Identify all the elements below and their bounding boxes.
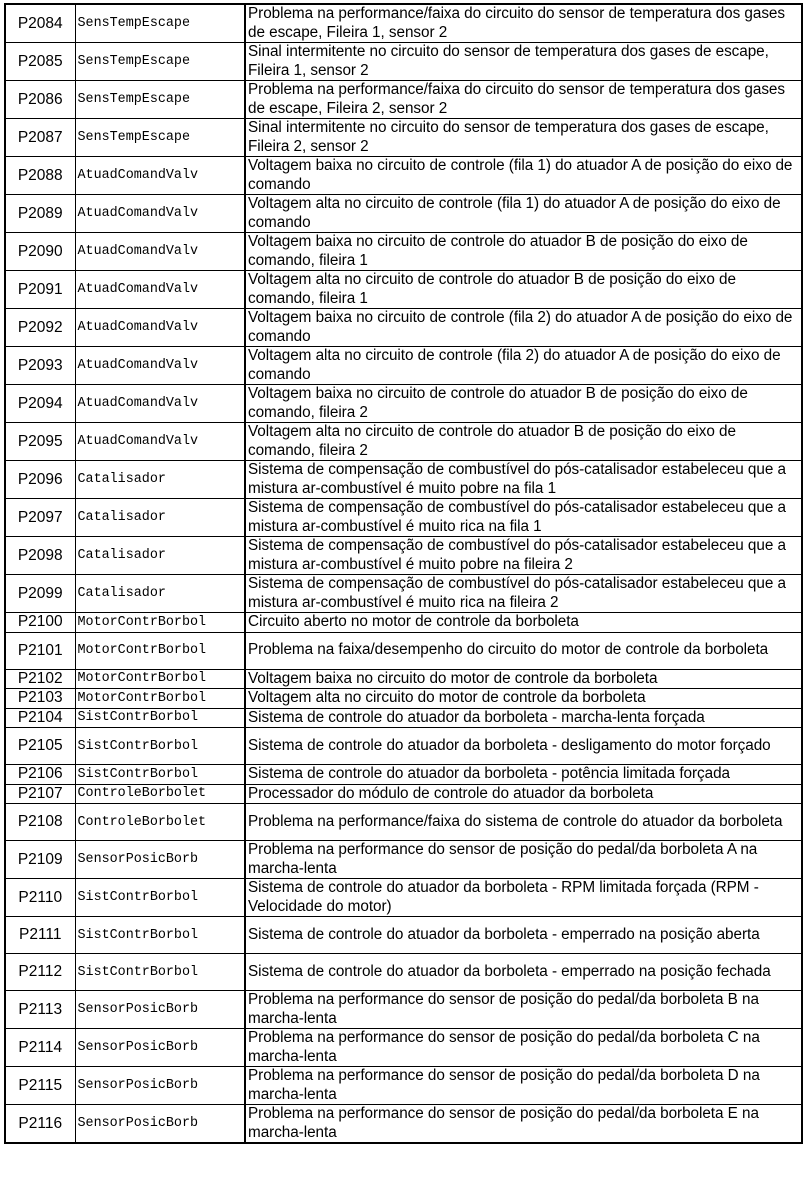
table-row xyxy=(5,991,802,1029)
dtc-system-cell: Catalisador xyxy=(75,537,245,575)
dtc-description-cell: Sistema de controle do atuador da borboleta - marcha-lenta forçada xyxy=(245,708,802,728)
table-row xyxy=(5,309,802,347)
dtc-description-cell: Problema na performance do sensor de posição do pedal/da borboleta D na marcha-lenta xyxy=(245,1067,802,1105)
table-row xyxy=(5,669,802,689)
dtc-system-cell: AtuadComandValv xyxy=(75,271,245,309)
dtc-code-cell: P2092 xyxy=(5,309,75,347)
table-row xyxy=(5,1105,802,1144)
table-row xyxy=(5,499,802,537)
dtc-system-cell: SensTempEscape xyxy=(75,81,245,119)
dtc-system-cell: SensTempEscape xyxy=(75,43,245,81)
dtc-description-cell: Sistema de compensação de combustível do pós-catalisador estabeleceu que a mistura ar-combustível é muito pobre na fila 1 xyxy=(245,461,802,499)
dtc-description-cell: Sinal intermitente no circuito do sensor de temperatura dos gases de escape, Fileira 1, sensor 2 xyxy=(245,43,802,81)
table-row xyxy=(5,728,802,765)
dtc-code-cell: P2111 xyxy=(5,917,75,954)
dtc-description-cell: Problema na performance do sensor de posição do pedal/da borboleta C na marcha-lenta xyxy=(245,1029,802,1067)
dtc-code-cell: P2107 xyxy=(5,784,75,804)
dtc-system-cell: SensTempEscape xyxy=(75,119,245,157)
dtc-system-cell: SistContrBorbol xyxy=(75,917,245,954)
dtc-description-cell: Sistema de controle do atuador da borboleta - emperrado na posição aberta xyxy=(245,917,802,954)
dtc-code-cell: P2089 xyxy=(5,195,75,233)
dtc-code-cell: P2116 xyxy=(5,1105,75,1144)
dtc-system-cell: ControleBorbolet xyxy=(75,784,245,804)
table-row xyxy=(5,784,802,804)
dtc-system-cell: SensorPosicBorb xyxy=(75,841,245,879)
dtc-description-cell: Processador do módulo de controle do atuador da borboleta xyxy=(245,784,802,804)
table-row xyxy=(5,4,802,43)
dtc-code-cell: P2095 xyxy=(5,423,75,461)
dtc-description-cell: Voltagem alta no circuito de controle do atuador B de posição do eixo de comando, fileira 2 xyxy=(245,423,802,461)
table-row xyxy=(5,708,802,728)
dtc-description-cell: Problema na faixa/desempenho do circuito do motor de controle da borboleta xyxy=(245,632,802,669)
dtc-description-cell: Circuito aberto no motor de controle da borboleta xyxy=(245,613,802,633)
table-row xyxy=(5,1029,802,1067)
dtc-system-cell: SensorPosicBorb xyxy=(75,1105,245,1144)
table-row xyxy=(5,613,802,633)
dtc-code-cell: P2105 xyxy=(5,728,75,765)
dtc-description-cell: Voltagem alta no circuito de controle do atuador B de posição do eixo de comando, fileira 1 xyxy=(245,271,802,309)
table-row xyxy=(5,119,802,157)
table-row xyxy=(5,271,802,309)
dtc-code-cell: P2098 xyxy=(5,537,75,575)
table-row xyxy=(5,804,802,841)
dtc-system-cell: AtuadComandValv xyxy=(75,157,245,195)
dtc-description-cell: Sistema de controle do atuador da borboleta - potência limitada forçada xyxy=(245,765,802,785)
table-row xyxy=(5,575,802,613)
dtc-description-cell: Problema na performance do sensor de posição do pedal/da borboleta A na marcha-lenta xyxy=(245,841,802,879)
table-row xyxy=(5,195,802,233)
dtc-code-cell: P2086 xyxy=(5,81,75,119)
dtc-description-cell: Voltagem baixa no circuito de controle (fila 1) do atuador A de posição do eixo de comando xyxy=(245,157,802,195)
dtc-system-cell: AtuadComandValv xyxy=(75,309,245,347)
dtc-code-cell: P2087 xyxy=(5,119,75,157)
dtc-system-cell: SistContrBorbol xyxy=(75,765,245,785)
dtc-description-cell: Voltagem alta no circuito de controle (fila 2) do atuador A de posição do eixo de comando xyxy=(245,347,802,385)
dtc-system-cell: SistContrBorbol xyxy=(75,879,245,917)
dtc-description-cell: Sistema de compensação de combustível do pós-catalisador estabeleceu que a mistura ar-combustível é muito rica na fila 1 xyxy=(245,499,802,537)
dtc-system-cell: SensTempEscape xyxy=(75,4,245,43)
dtc-description-cell: Sistema de controle do atuador da borboleta - RPM limitada forçada (RPM - Velocidade do motor) xyxy=(245,879,802,917)
dtc-code-cell: P2088 xyxy=(5,157,75,195)
dtc-code-cell: P2106 xyxy=(5,765,75,785)
table-row xyxy=(5,423,802,461)
dtc-code-cell: P2099 xyxy=(5,575,75,613)
dtc-description-cell: Sistema de compensação de combustível do pós-catalisador estabeleceu que a mistura ar-combustível é muito pobre na fileira 2 xyxy=(245,537,802,575)
dtc-table-body xyxy=(5,4,802,1143)
dtc-code-cell: P2085 xyxy=(5,43,75,81)
dtc-code-cell: P2104 xyxy=(5,708,75,728)
dtc-code-cell: P2108 xyxy=(5,804,75,841)
dtc-table xyxy=(4,3,803,1144)
dtc-code-cell: P2096 xyxy=(5,461,75,499)
dtc-system-cell: SistContrBorbol xyxy=(75,708,245,728)
table-row xyxy=(5,841,802,879)
table-row xyxy=(5,43,802,81)
dtc-code-cell: P2101 xyxy=(5,632,75,669)
dtc-description-cell: Problema na performance do sensor de posição do pedal/da borboleta B na marcha-lenta xyxy=(245,991,802,1029)
table-row xyxy=(5,233,802,271)
table-row xyxy=(5,954,802,991)
dtc-code-cell: P2103 xyxy=(5,689,75,709)
dtc-description-cell: Problema na performance/faixa do circuito do sensor de temperatura dos gases de escape, Fileira 1, sensor 2 xyxy=(245,4,802,43)
table-row xyxy=(5,632,802,669)
dtc-system-cell: Catalisador xyxy=(75,461,245,499)
dtc-system-cell: SistContrBorbol xyxy=(75,728,245,765)
dtc-code-cell: P2114 xyxy=(5,1029,75,1067)
dtc-code-cell: P2090 xyxy=(5,233,75,271)
dtc-description-cell: Voltagem baixa no circuito de controle do atuador B de posição do eixo de comando, fileira 2 xyxy=(245,385,802,423)
table-row xyxy=(5,689,802,709)
dtc-system-cell: AtuadComandValv xyxy=(75,423,245,461)
table-row xyxy=(5,461,802,499)
dtc-code-cell: P2109 xyxy=(5,841,75,879)
dtc-system-cell: Catalisador xyxy=(75,575,245,613)
dtc-code-cell: P2113 xyxy=(5,991,75,1029)
dtc-system-cell: SensorPosicBorb xyxy=(75,1067,245,1105)
dtc-description-cell: Sistema de compensação de combustível do pós-catalisador estabeleceu que a mistura ar-combustível é muito rica na fileira 2 xyxy=(245,575,802,613)
dtc-description-cell: Problema na performance/faixa do circuito do sensor de temperatura dos gases de escape, Fileira 2, sensor 2 xyxy=(245,81,802,119)
dtc-code-cell: P2110 xyxy=(5,879,75,917)
dtc-description-cell: Problema na performance do sensor de posição do pedal/da borboleta E na marcha-lenta xyxy=(245,1105,802,1144)
dtc-code-cell: P2093 xyxy=(5,347,75,385)
dtc-table-container xyxy=(4,3,801,1144)
dtc-description-cell: Voltagem alta no circuito de controle (fila 1) do atuador A de posição do eixo de comando xyxy=(245,195,802,233)
table-row xyxy=(5,765,802,785)
dtc-description-cell: Voltagem baixa no circuito do motor de controle da borboleta xyxy=(245,669,802,689)
dtc-system-cell: ControleBorbolet xyxy=(75,804,245,841)
dtc-system-cell: Catalisador xyxy=(75,499,245,537)
dtc-system-cell: AtuadComandValv xyxy=(75,347,245,385)
dtc-system-cell: MotorContrBorbol xyxy=(75,669,245,689)
table-row xyxy=(5,347,802,385)
dtc-description-cell: Voltagem baixa no circuito de controle do atuador B de posição do eixo de comando, fileira 1 xyxy=(245,233,802,271)
table-row xyxy=(5,157,802,195)
dtc-code-cell: P2100 xyxy=(5,613,75,633)
dtc-system-cell: AtuadComandValv xyxy=(75,385,245,423)
dtc-code-cell: P2091 xyxy=(5,271,75,309)
dtc-system-cell: SensorPosicBorb xyxy=(75,1029,245,1067)
dtc-system-cell: MotorContrBorbol xyxy=(75,613,245,633)
dtc-description-cell: Sinal intermitente no circuito do sensor de temperatura dos gases de escape, Fileira 2, sensor 2 xyxy=(245,119,802,157)
dtc-code-cell: P2112 xyxy=(5,954,75,991)
dtc-system-cell: MotorContrBorbol xyxy=(75,632,245,669)
table-row xyxy=(5,385,802,423)
dtc-system-cell: AtuadComandValv xyxy=(75,233,245,271)
dtc-code-cell: P2094 xyxy=(5,385,75,423)
table-row xyxy=(5,879,802,917)
table-row xyxy=(5,917,802,954)
dtc-code-cell: P2102 xyxy=(5,669,75,689)
table-row xyxy=(5,537,802,575)
dtc-description-cell: Problema na performance/faixa do sistema de controle do atuador da borboleta xyxy=(245,804,802,841)
dtc-description-cell: Sistema de controle do atuador da borboleta - emperrado na posição fechada xyxy=(245,954,802,991)
dtc-system-cell: MotorContrBorbol xyxy=(75,689,245,709)
dtc-code-cell: P2097 xyxy=(5,499,75,537)
dtc-description-cell: Voltagem baixa no circuito de controle (fila 2) do atuador A de posição do eixo de comando xyxy=(245,309,802,347)
dtc-code-cell: P2115 xyxy=(5,1067,75,1105)
dtc-description-cell: Sistema de controle do atuador da borboleta - desligamento do motor forçado xyxy=(245,728,802,765)
dtc-description-cell: Voltagem alta no circuito do motor de controle da borboleta xyxy=(245,689,802,709)
dtc-system-cell: SensorPosicBorb xyxy=(75,991,245,1029)
dtc-system-cell: AtuadComandValv xyxy=(75,195,245,233)
dtc-system-cell: SistContrBorbol xyxy=(75,954,245,991)
dtc-code-cell: P2084 xyxy=(5,4,75,43)
table-row xyxy=(5,81,802,119)
table-row xyxy=(5,1067,802,1105)
